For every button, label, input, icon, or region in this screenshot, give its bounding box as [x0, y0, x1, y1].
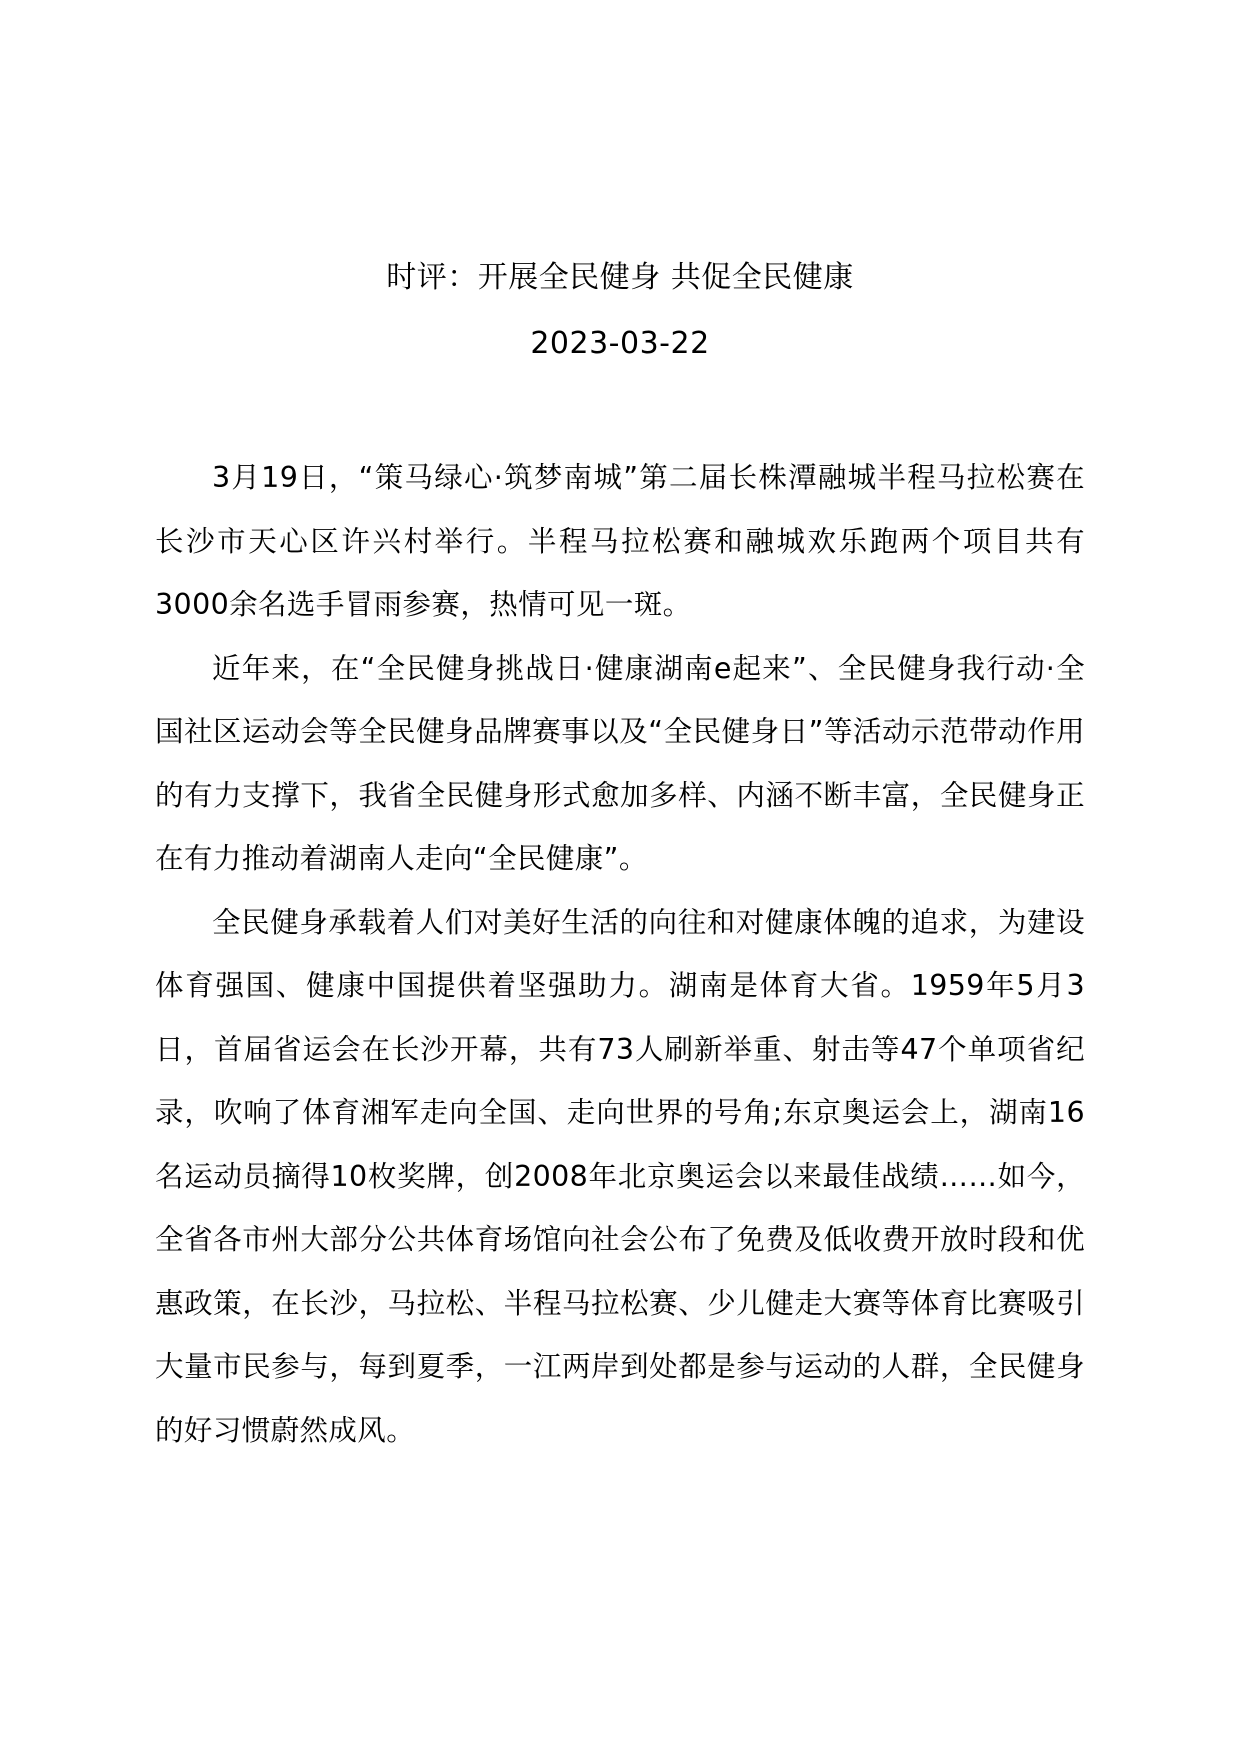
article-title: 时评：开展全民健身 共促全民健康 [386, 260, 854, 295]
paragraph-2: 近年来，在“全民健身挑战日·健康湖南e起来”、全民健身我行动·全国社区运动会等全民健身品牌赛事以及“全民健身日”等活动示范带动作用的有力支撑下，我省全民健身形式愈加多样、内涵不断丰富，全民健身正在有力推动着湖南人走向“全民健康”。 [155, 651, 1085, 875]
paragraph-3: 全民健身承载着人们对美好生活的向往和对健康体魄的追求，为建设体育强国、健康中国提供着坚强助力。湖南是体育大省。1959年5月3日，首届省运会在长沙开幕，共有73人刷新举重、射击等47个单项省纪录，吹响了体育湘军走向全国、走向世界的号角;东京奥运会上，湖南16名运动员摘得10枚奖牌，创2008年北京奥运会以来最佳战绩……如今，全省各市州大部分公共体育场馆向社会公布了免费及低收费开放时段和优惠政策，在长沙，马拉松、半程马拉松赛、少儿健走大赛等体育比赛吸引大量市民参与，每到夏季，一江两岸到处都是参与运动的人群，全民健身的好习惯蔚然成风。 [155, 905, 1085, 1447]
article-body [155, 446, 1085, 1462]
article-date: 2023-03-22 [530, 326, 710, 361]
paragraph-1: 3月19日，“策马绿心·筑梦南城”第二届长株潭融城半程马拉松赛在长沙市天心区许兴村举行。半程马拉松赛和融城欢乐跑两个项目共有3000余名选手冒雨参赛，热情可见一斑。 [155, 461, 1085, 621]
